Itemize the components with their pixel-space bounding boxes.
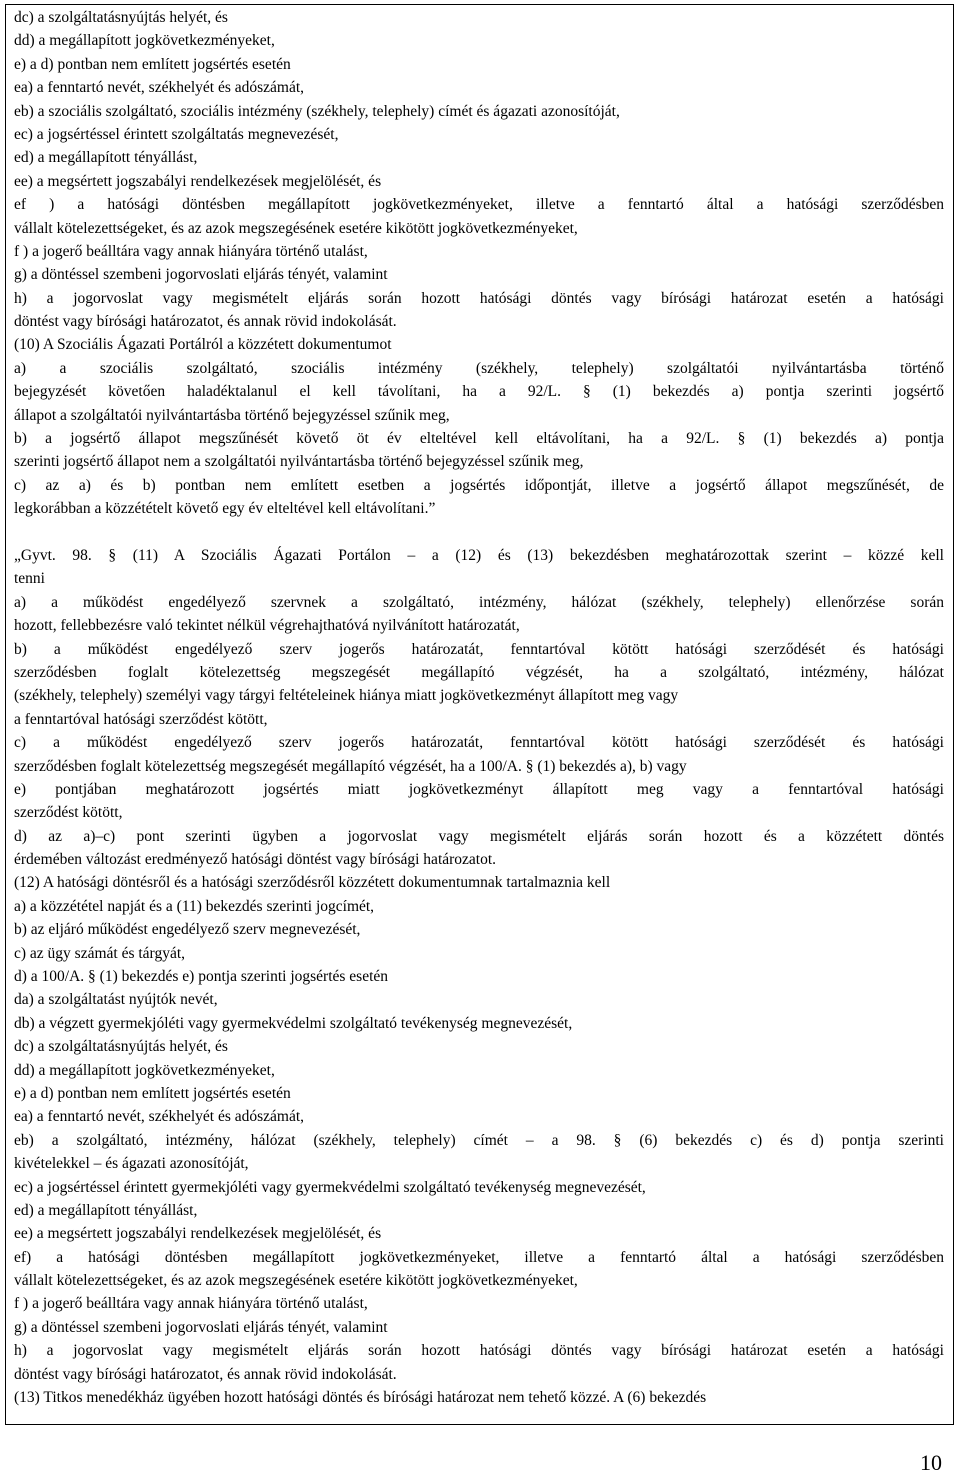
text-line: vállalt kötelezettségeket, és az azok megszegésének esetére kikötött jogkövetkezményeket, (14, 219, 578, 237)
text-line: szerződést kötött, (14, 804, 123, 822)
text-line: ef ) a hatósági döntésben megállapított jogkövetkezményeket, illetve a fenntartó által a hatósági szerződésben (14, 196, 944, 214)
text-line: g) a döntéssel szembeni jogorvoslati eljárás tényét, valamint (14, 1318, 388, 1336)
document-body (14, 6, 944, 1409)
text-line: da) a szolgáltatást nyújtók nevét, (14, 991, 218, 1009)
text-line: tenni (14, 570, 45, 588)
text-line: f ) a jogerő beálltára vagy annak hiányára történő utalást, (14, 242, 368, 260)
text-line: (székhely, telephely) személyi vagy tárgyi feltételeinek hiánya miatt jogkövetkezményt állapított meg vagy (14, 687, 679, 705)
text-line: a) a működést engedélyező szervnek a szolgáltató, intézmény, hálózat (székhely, telephely) ellenőrzése során (14, 593, 944, 611)
text-line: szerződésben foglalt kötelezettség megszegését megállapító végzését, ha a szolgáltató, intézmény, hálózat (14, 663, 944, 681)
text-line: „Gyvt. 98. § (11) A Szociális Ágazati Portálon – a (12) és (13) bekezdésben meghatározottak szerint – közzé kell (14, 546, 944, 564)
text-line: ed) a megállapított tényállást, (14, 149, 198, 167)
text-line: ea) a fenntartó nevét, székhelyét és adószámát, (14, 1108, 305, 1126)
text-line: döntést vagy bírósági határozatot, és annak rövid indokolását. (14, 1365, 397, 1383)
text-line: eb) a szociális szolgáltató, szociális intézmény (székhely, telephely) címét és ágazati azonosítóját, (14, 102, 620, 120)
text-line: (10) A Szociális Ágazati Portálról a közzétett dokumentumot (14, 336, 392, 354)
text-line: dd) a megállapított jogkövetkezményeket, (14, 1061, 275, 1079)
text-line: e) a d) pontban nem említett jogsértés esetén (14, 55, 291, 73)
blank-line (14, 521, 944, 544)
text-line: (12) A hatósági döntésről és a hatósági szerződésről közzétett dokumentumnak tartalmaznia kell (14, 874, 611, 892)
text-line: ec) a jogsértéssel érintett szolgáltatás megnevezését, (14, 125, 339, 143)
text-line: állapot a szolgáltatói nyilvántartásba történő bejegyzéssel szűnik meg, (14, 406, 450, 424)
text-line: ee) a megsértett jogszabályi rendelkezések megjelölését, és (14, 172, 382, 190)
text-line: b) az eljáró működést engedélyező szerv megnevezését, (14, 921, 361, 939)
text-line: db) a végzett gyermekjóléti vagy gyermekvédelmi szolgáltató tevékenység megnevezését, (14, 1014, 573, 1032)
text-line: f ) a jogerő beálltára vagy annak hiányára történő utalást, (14, 1295, 368, 1313)
text-line: döntést vagy bírósági határozatot, és annak rövid indokolását. (14, 313, 397, 331)
text-line: dc) a szolgáltatásnyújtás helyét, és (14, 1038, 228, 1056)
page-number: 10 (920, 1450, 942, 1475)
text-line: szerződésben foglalt kötelezettség megszegését megállapító végzését, ha a 100/A. § (1) bekezdés a), b) vagy (14, 757, 687, 775)
text-line: dd) a megállapított jogkövetkezményeket, (14, 32, 275, 50)
text-line: ee) a megsértett jogszabályi rendelkezések megjelölését, és (14, 1225, 382, 1243)
text-line: ed) a megállapított tényállást, (14, 1201, 198, 1219)
text-line: érdemében változást eredményező hatósági döntést vagy bírósági határozatot. (14, 851, 497, 869)
text-line: dc) a szolgáltatásnyújtás helyét, és (14, 9, 228, 26)
text-line: c) az a) és b) pontban nem említett esetben a jogsértés időpontját, illetve a jogsértő állapot megszűnését, de (14, 476, 944, 494)
text-line: (13) Titkos menedékház ügyében hozott hatósági döntés és bírósági határozat nem tehető közzé. A (6) bekezdés (14, 1389, 707, 1407)
text-line: a fenntartóval hatósági szerződést kötött, (14, 710, 268, 728)
text-line: h) a jogorvoslat vagy megismételt eljárás során hozott hatósági döntés vagy bírósági határozat esetén a hatósági (14, 289, 944, 307)
text-line: a) a szociális szolgáltató, szociális intézmény (székhely, telephely) szolgáltatói nyilvántartásba történő (14, 359, 944, 377)
text-line: g) a döntéssel szembeni jogorvoslati eljárás tényét, valamint (14, 266, 388, 284)
text-line: bejegyzését követően haladéktalanul el kell távolítani, ha a 92/L. § (1) bekezdés a) pontja szerinti jogsértő (14, 383, 944, 401)
text-line: b) a működést engedélyező szerv jogerős határozatát, fenntartóval kötött hatósági szerződését és hatósági (14, 640, 944, 658)
text-line: e) pontjában meghatározott jogsértés miatt jogkövetkezményt állapított meg vagy a fenntartóval hatósági (14, 780, 944, 798)
text-line: b) a jogsértő állapot megszűnését követő öt év elteltével kell eltávolítani, ha a 92/L. § (1) bekezdés a) pontja (14, 430, 944, 448)
text-line: d) a 100/A. § (1) bekezdés e) pontja szerinti jogsértés esetén (14, 968, 389, 986)
text-line: kivételekkel – és ágazati azonosítóját, (14, 1155, 249, 1173)
text-line: legkorábban a közzétételt követő egy év elteltével kell eltávolítani.” (14, 500, 436, 518)
text-line: c) az ügy számát és tárgyát, (14, 944, 185, 962)
text-line: szerinti jogsértő állapot nem a szolgáltatói nyilvántartásba történő bejegyzéssel szűnik meg, (14, 453, 584, 471)
text-line: c) a működést engedélyező szerv jogerős határozatát, fenntartóval kötött hatósági szerződését és hatósági (14, 734, 944, 752)
text-line: a) a közzététel napját és a (11) bekezdés szerinti jogcímét, (14, 897, 375, 915)
text-line: d) az a)–c) pont szerinti ügyben a jogorvoslat vagy megismételt eljárás során hozott és a közzétett döntés (14, 827, 944, 845)
text-line: ea) a fenntartó nevét, székhelyét és adószámát, (14, 79, 305, 97)
text-line: h) a jogorvoslat vagy megismételt eljárás során hozott hatósági döntés vagy bírósági határozat esetén a hatósági (14, 1342, 944, 1360)
text-line: e) a d) pontban nem említett jogsértés esetén (14, 1084, 291, 1102)
text-line: vállalt kötelezettségeket, és az azok megszegésének esetére kikötött jogkövetkezményeket, (14, 1272, 578, 1290)
text-line: eb) a szolgáltató, intézmény, hálózat (székhely, telephely) címét – a 98. § (6) bekezdés c) és d) pontja szerinti (14, 1131, 944, 1149)
text-line: ef) a hatósági döntésben megállapított jogkövetkezményeket, illetve a fenntartó által a hatósági szerződésben (14, 1248, 944, 1266)
text-line: ec) a jogsértéssel érintett gyermekjóléti vagy gyermekvédelmi szolgáltató tevékenység megnevezését, (14, 1178, 646, 1196)
text-line: hozott, fellebbezésre való tekintet nélkül végrehajthatóvá nyilvánított határozatát, (14, 617, 520, 635)
